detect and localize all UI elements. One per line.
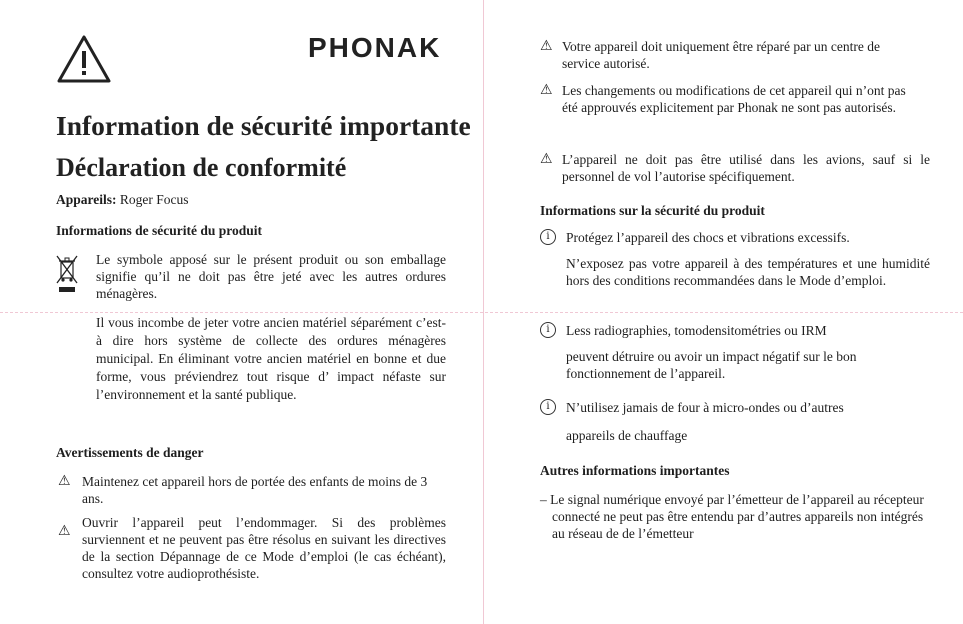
warning-triangle-icon: ⚠ [540,39,553,54]
warning-item-aircraft: L’appareil ne doit pas être utilisé dans les avions, sauf si le personnel de vol l’autorise spécifiquement. [562,152,930,184]
warning-item-repair: Votre appareil doit uniquement être réparé par un centre de service autorisé. [562,39,880,71]
crossed-bin-icon [56,254,78,294]
product-safety-heading: Informations de sécurité du produit [56,223,263,238]
info-item-radiography: Less radiographies, tomodensitométries ou IRM [566,323,827,338]
warning-triangle-icon: ⚠ [58,524,71,539]
disposal-paragraph-1: Le symbole apposé sur le présent produit ou son emballage signifie qu’il ne doit pas être jeté avec les autres ordures ménagères. [96,252,446,301]
danger-item-2: Ouvrir l’appareil peut l’endommager. Si des problèmes surviennent et ne peuvent pas être résolus en suivant les directives de la section Dépannage de ce Mode d’emploi (le cas échéant), consultez votre audioprothésiste. [82,515,446,581]
warning-triangle-icon: ⚠ [58,474,71,489]
info-circle-icon: i [540,399,556,415]
warning-triangle-icon: ⚠ [540,152,553,167]
warning-item-modifications: Les changements ou modifications de cet appareil qui n’ont pas été approuvés explicitement par Phonak ne sont pas autorisés. [562,83,906,115]
warning-triangle-icon [56,34,112,84]
fold-line-horizontal [0,312,963,313]
conformity-title: Déclaration de conformité [56,153,347,182]
other-info-item: – Le signal numérique envoyé par l’émetteur de l’appareil au récepteur connecté ne peut pas être entendu par d’autres appareils non intégrés au réseau de de l’émetteur [540,492,924,541]
page-title: Information de sécurité importante [56,110,471,141]
devices-label: Appareils: [56,192,117,207]
danger-heading: Avertissements de danger [56,445,204,460]
product-info-heading: Informations sur la sécurité du produit [540,203,765,218]
info-item-radiography-cont: peuvent détruire ou avoir un impact négatif sur le bon fonctionnement de l’appareil. [566,349,857,381]
info-item-microwave-cont: appareils de chauffage [566,428,688,443]
info-circle-icon: i [540,229,556,245]
disposal-paragraph-2: Il vous incombe de jeter votre ancien matériel séparément c’est-à dire hors système de collecte des ordures ménagères municipal. En éliminant votre ancien matériel en bonne et due forme, vous préviendrez tout risque d’ impact néfaste sur l’environnement et la santé publique. [96,315,446,402]
warning-triangle-icon: ⚠ [540,83,553,98]
other-info-heading: Autres informations importantes [540,463,730,478]
info-circle-icon: i [540,322,556,338]
devices-value: Roger Focus [119,192,189,207]
devices-line [56,192,189,208]
info-item-shocks: Protégez l’appareil des chocs et vibrations excessifs. [566,230,850,245]
info-item-temperature: N’exposez pas votre appareil à des températures et une humidité hors des conditions recommandées dans le Mode d’emploi. [566,256,930,288]
danger-item-1: Maintenez cet appareil hors de portée des enfants de moins de 3 ans. [82,474,428,506]
phonak-logo: PHONAK [308,32,442,63]
info-item-microwave: N’utilisez jamais de four à micro-ondes ou d’autres [566,400,844,415]
